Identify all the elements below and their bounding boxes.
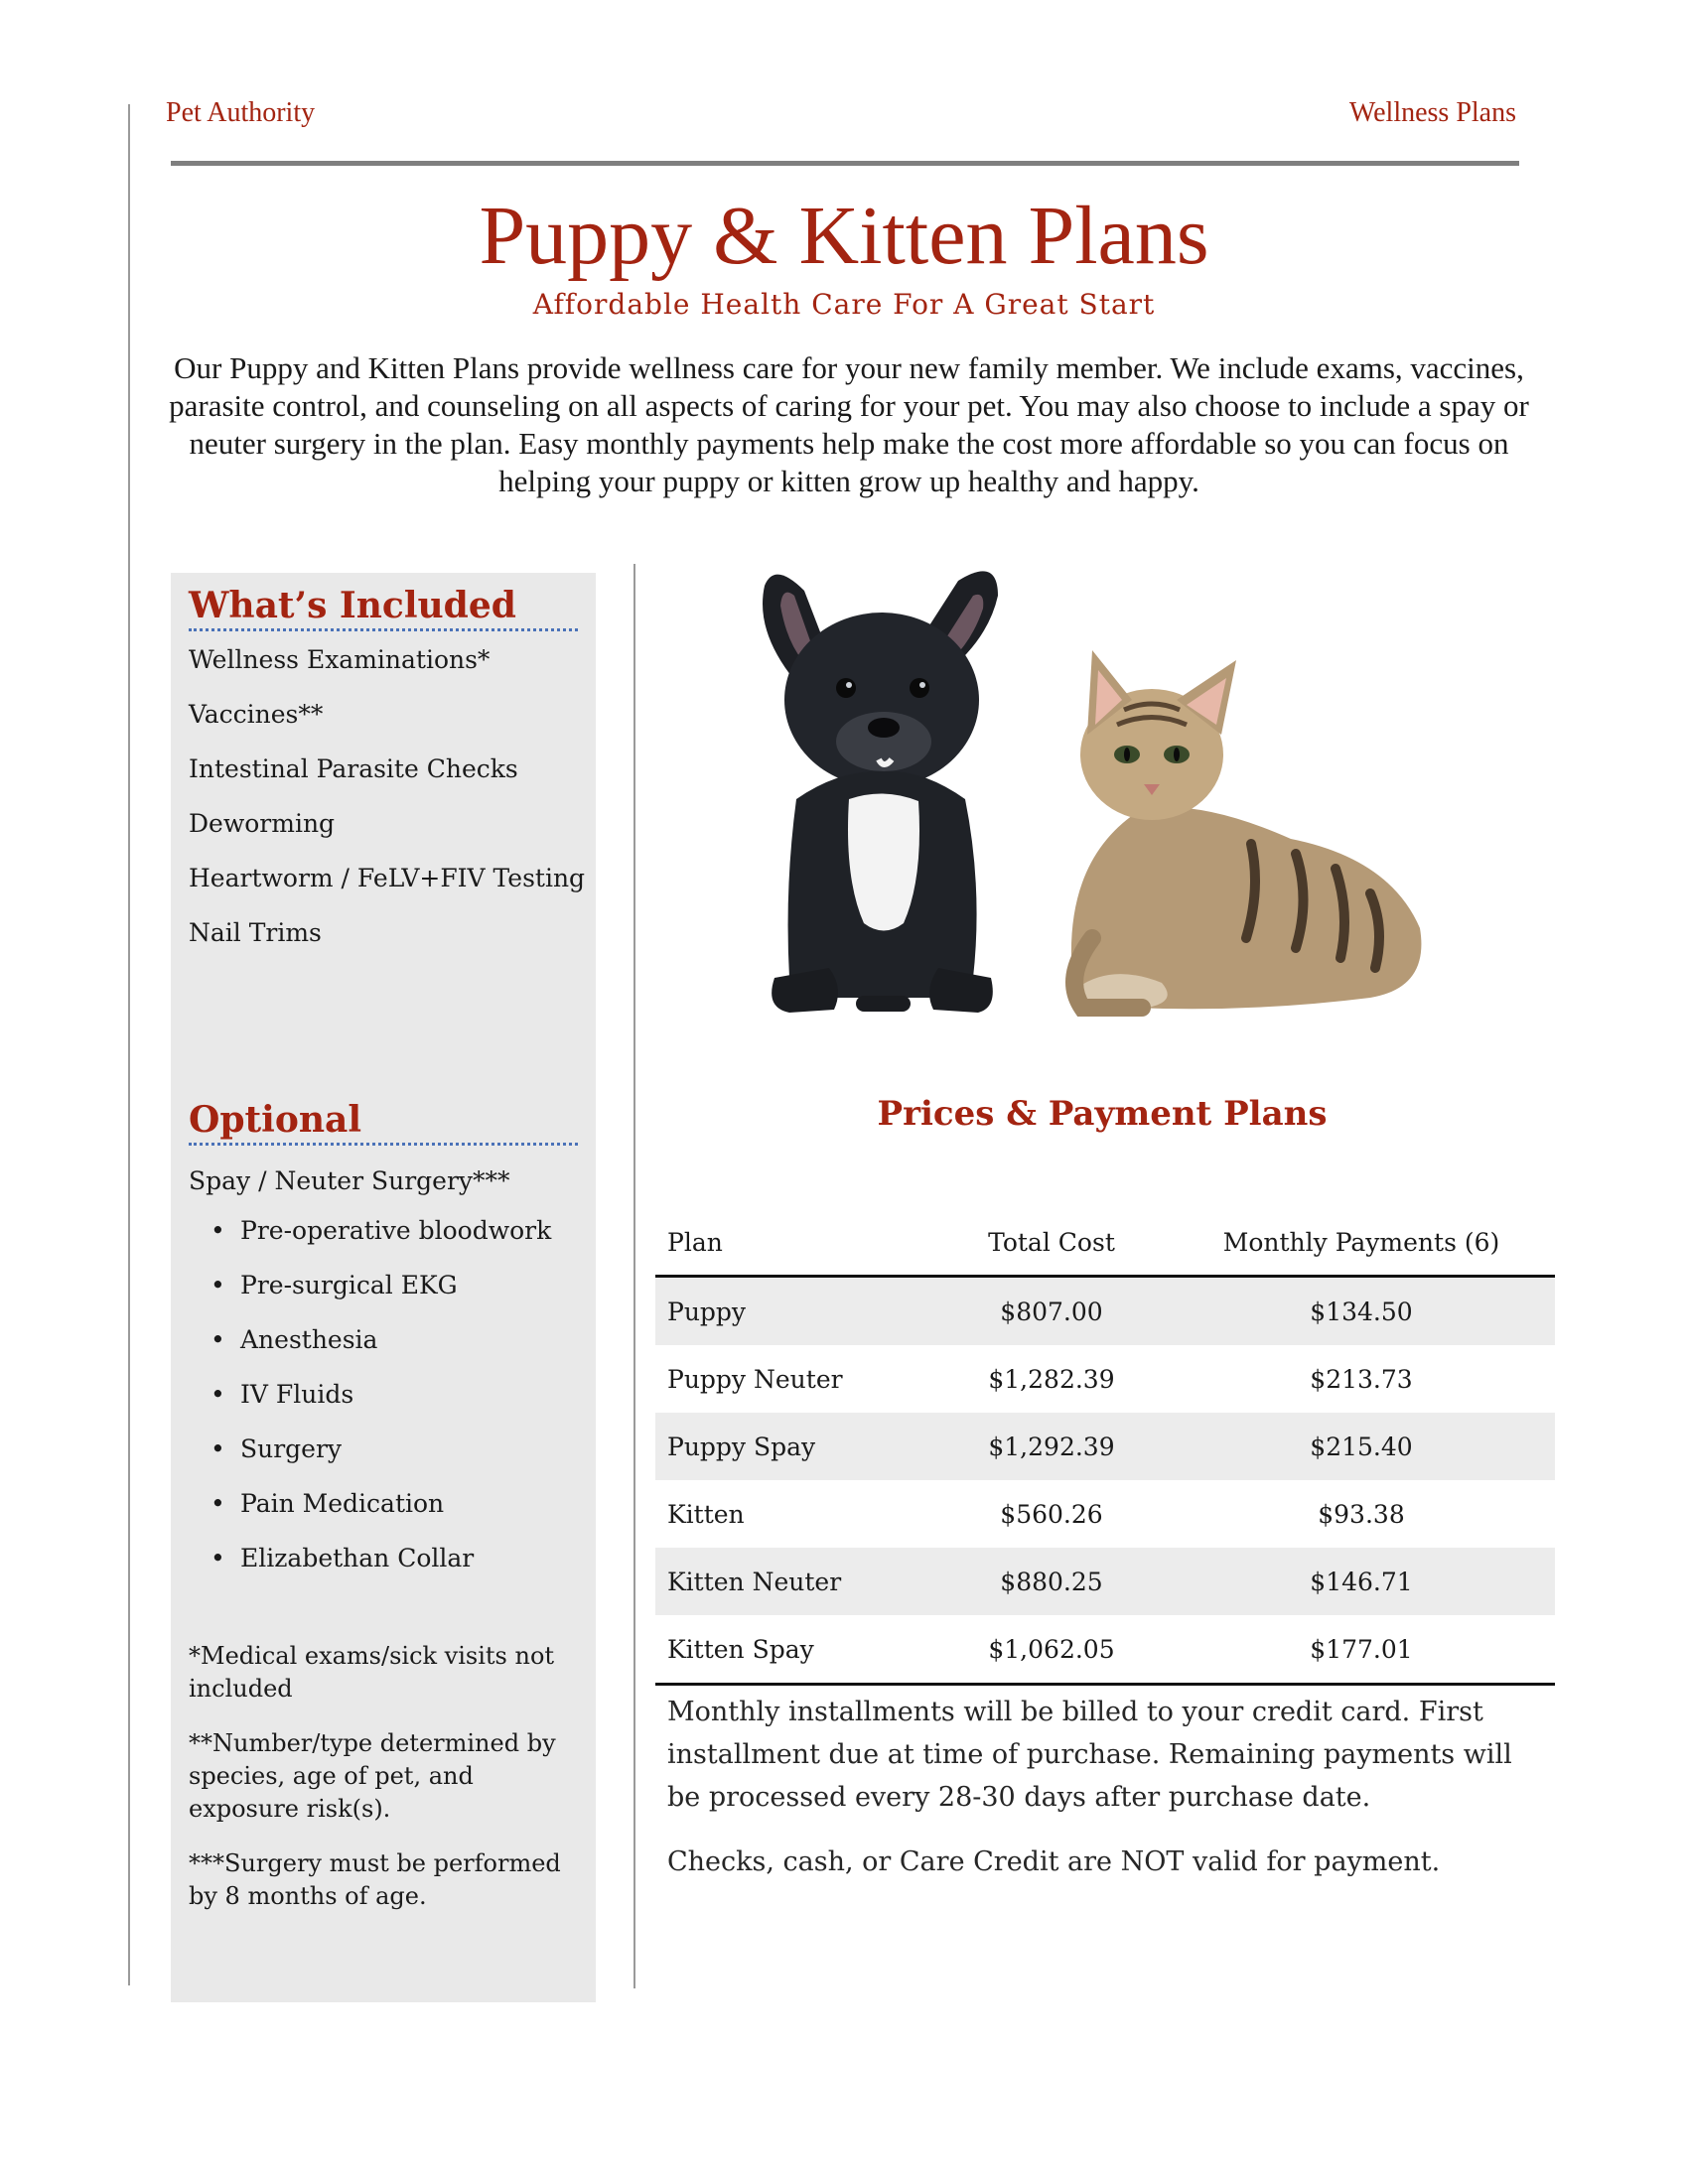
bullet-icon: • xyxy=(211,1434,225,1463)
table-row xyxy=(655,1345,1555,1413)
table-row xyxy=(655,1615,1555,1685)
total-cell: $1,282.39 xyxy=(988,1364,1115,1394)
included-list xyxy=(189,640,585,968)
prices-heading: Prices & Payment Plans xyxy=(877,1094,1328,1134)
monthly-cell: $146.71 xyxy=(1168,1548,1555,1615)
total-cell: $1,062.05 xyxy=(935,1615,1168,1685)
footnote-surgery: ***Surgery must be performed by 8 months of age. xyxy=(189,1849,561,1910)
sidebar-panel xyxy=(171,573,596,2002)
footnote-vaccines: **Number/type determined by species, age of pet, and exposure risk(s). xyxy=(189,1729,556,1823)
list-item: • Elizabethan Collar xyxy=(211,1539,551,1593)
monthly-cell: $215.40 xyxy=(1168,1413,1555,1480)
plan-cell: Puppy Spay xyxy=(655,1413,935,1480)
list-item: • Pre-operative bloodwork xyxy=(211,1211,551,1266)
plan-cell: Kitten Spay xyxy=(655,1615,935,1685)
header-rule xyxy=(171,161,1519,166)
page-subtitle: Affordable Health Care For A Great Start xyxy=(532,288,1156,321)
list-item: • Anesthesia xyxy=(211,1320,551,1375)
table-row xyxy=(655,1277,1555,1346)
list-item: Nail Trims xyxy=(189,918,322,947)
table-header-row xyxy=(655,1209,1555,1277)
puppy-kitten-photo xyxy=(735,561,1470,1027)
header-org-name: Pet Authority xyxy=(166,97,316,128)
list-item: • Pain Medication xyxy=(211,1484,551,1539)
bullet-icon: • xyxy=(211,1380,225,1409)
header-section-name: Wellness Plans xyxy=(1348,97,1516,128)
bullet-icon: • xyxy=(211,1325,225,1354)
table-row xyxy=(655,1413,1555,1480)
optional-lead: Spay / Neuter Surgery*** xyxy=(189,1166,510,1195)
list-item: Wellness Examinations* xyxy=(189,645,491,674)
list-item: Heartworm / FeLV+FIV Testing xyxy=(189,864,586,892)
plan-cell: Puppy xyxy=(655,1277,935,1346)
list-item: • Pre-surgical EKG xyxy=(211,1266,551,1320)
list-item: Intestinal Parasite Checks xyxy=(189,754,518,783)
table-row xyxy=(655,1480,1555,1548)
column-header-plan: Plan xyxy=(655,1209,935,1277)
column-header-total: Total Cost xyxy=(935,1209,1168,1277)
footnote-exams: *Medical exams/sick visits not included xyxy=(189,1642,555,1703)
total-cell: $807.00 xyxy=(935,1277,1168,1346)
monthly-cell: $177.01 xyxy=(1168,1615,1555,1685)
monthly-cell: $93.38 xyxy=(1318,1499,1405,1529)
intro-paragraph: Our Puppy and Kitten Plans provide wellness care for your new family member. We include exams, vaccines, parasite control, and counseling on all aspects of caring for your pet. You may also choose to include a spay or neuter surgery in the plan. Easy monthly payments help make the cost more affordable so you can focus on helping your puppy or kitten grow up healthy and happy. xyxy=(169,350,1529,498)
plan-cell: Kitten xyxy=(667,1499,745,1529)
column-header-monthly: Monthly Payments (6) xyxy=(1168,1209,1555,1277)
list-item: • Surgery xyxy=(211,1430,551,1484)
list-item: Vaccines** xyxy=(189,700,324,729)
total-cell: $560.26 xyxy=(1000,1499,1103,1529)
page-title: Puppy & Kitten Plans xyxy=(479,190,1209,282)
installments-note: Monthly installments will be billed to your credit card. First installment due at time of purchase. Remaining payments will be processed every 28-30 days after purchase date. xyxy=(667,1697,1512,1813)
optional-list xyxy=(211,1211,551,1593)
optional-heading: Optional xyxy=(189,1099,578,1146)
bullet-icon: • xyxy=(211,1544,225,1572)
monthly-cell: $213.73 xyxy=(1310,1364,1413,1394)
column-divider xyxy=(633,564,635,1988)
list-item: • IV Fluids xyxy=(211,1375,551,1430)
kitten-icon xyxy=(1071,650,1422,1010)
puppy-kitten-illustration xyxy=(735,561,1470,1027)
plan-cell: Kitten Neuter xyxy=(655,1548,935,1615)
payment-methods-note: Checks, cash, or Care Credit are NOT valid for payment. xyxy=(667,1846,1441,1877)
table-row xyxy=(655,1548,1555,1615)
price-table xyxy=(655,1209,1555,1686)
bullet-icon: • xyxy=(211,1216,225,1245)
list-item: Deworming xyxy=(189,809,336,838)
bullet-icon: • xyxy=(211,1271,225,1299)
puppy-icon xyxy=(763,571,998,1013)
monthly-cell: $134.50 xyxy=(1168,1277,1555,1346)
included-heading: What’s Included xyxy=(189,585,578,631)
left-margin-rule xyxy=(128,104,130,1985)
bullet-icon: • xyxy=(211,1489,225,1518)
total-cell: $880.25 xyxy=(935,1548,1168,1615)
total-cell: $1,292.39 xyxy=(935,1413,1168,1480)
plan-cell: Puppy Neuter xyxy=(667,1364,843,1394)
